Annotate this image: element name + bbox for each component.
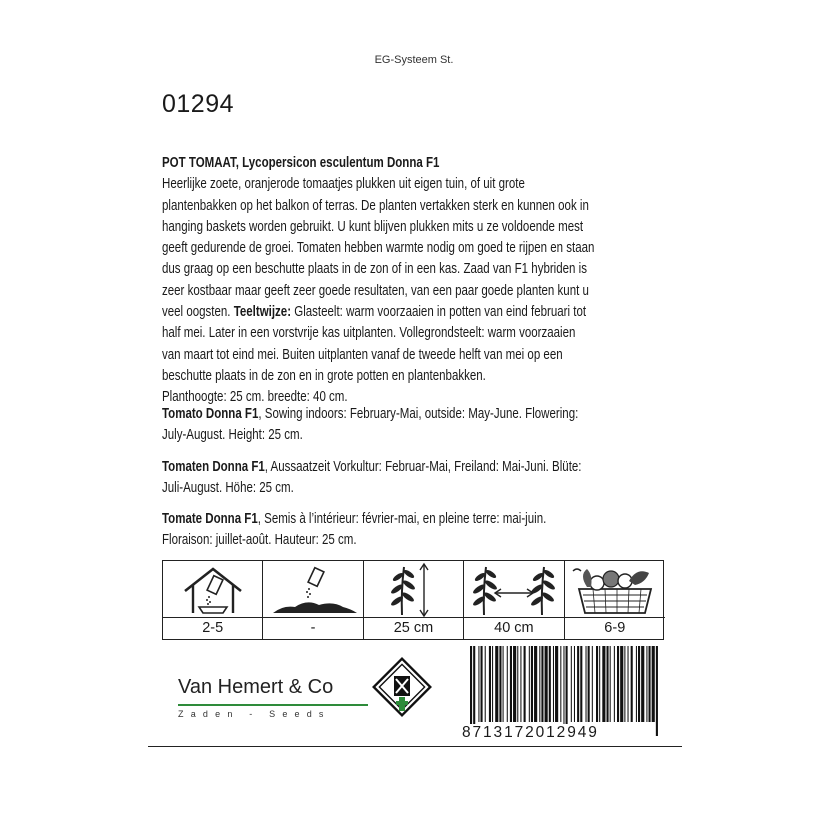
- barcode-bar: [607, 646, 609, 722]
- text-line: [162, 457, 582, 478]
- text-segment: half mei. Later in een vorstvrije kas uitplanten. Vollegrondsteelt: warm voorzaaien: [162, 325, 576, 342]
- bold-phrase: POT TOMAAT, Lycopersicon esculentum Donna F1: [162, 155, 440, 171]
- barcode-bar: [489, 646, 491, 722]
- info-value: -: [310, 620, 316, 636]
- text-line: [162, 478, 582, 499]
- brand-tagline: Zaden - Seeds: [178, 708, 331, 719]
- barcode-bar: [617, 646, 619, 722]
- text-line: [162, 404, 578, 425]
- barcode-bar: [529, 646, 530, 722]
- text-line: [162, 509, 546, 530]
- text-line: [162, 366, 594, 387]
- text-segment: July-August. Height: 25 cm.: [162, 427, 303, 444]
- harvest-basket-icon: [565, 561, 665, 617]
- text-segment: , Aussaatzeit Vorkultur: Februar-Mai, Freiland: Mai-Juni. Blüte:: [264, 459, 582, 475]
- barcode-bar: [520, 646, 521, 722]
- barcode-bar: [602, 646, 605, 722]
- barcode-bar: [539, 646, 540, 722]
- text-segment: van maart tot eind mei. Buiten uitplanten vanaf de tweede helft van mei op een: [162, 346, 563, 363]
- text-segment: plantenbakken op het balkon of terras. De planten vertakken sterk en kunnen ook in: [162, 197, 589, 214]
- barcode-bar: [588, 646, 590, 722]
- text-segment: Planthoogte: 25 cm. breedte: 40 cm.: [162, 389, 348, 406]
- barcode-bar: [614, 646, 615, 722]
- outdoor-sowing-icon: [263, 561, 363, 617]
- bold-phrase: Tomato Donna F1: [162, 406, 259, 422]
- text-line: [162, 217, 594, 238]
- text-line: [162, 323, 594, 344]
- info-cell-greenhouse-sowing: [163, 561, 263, 639]
- text-line: [162, 425, 578, 446]
- barcode-bar: [560, 646, 561, 722]
- barcode-bar: [481, 646, 483, 722]
- barcode-bar: [652, 646, 655, 722]
- text-line: [162, 281, 594, 302]
- french-description: [162, 509, 642, 552]
- barcode-bar: [566, 646, 568, 736]
- barcode-bar: [580, 646, 582, 722]
- dutch-description: [162, 153, 703, 409]
- certification-logo-icon: [371, 656, 433, 718]
- text-line: [162, 345, 594, 366]
- text-line: [162, 530, 546, 551]
- text-line: [162, 174, 594, 195]
- text-segment: , Sowing indoors: February-Mai, outside: May-June. Flowering:: [258, 406, 579, 422]
- barcode-bar: [549, 646, 551, 722]
- german-description: [162, 457, 686, 500]
- brand-underline: [178, 704, 368, 706]
- barcode-bar: [577, 646, 579, 722]
- barcode-bar: [628, 646, 629, 722]
- barcode-bar: [541, 646, 543, 722]
- barcode-bar: [641, 646, 644, 722]
- barcode-number: 8713172012949: [462, 724, 599, 741]
- text-line: [162, 302, 594, 323]
- greenhouse-sowing-icon: [163, 561, 263, 617]
- barcode-bar: [592, 646, 593, 722]
- barcode-bar: [485, 646, 486, 722]
- barcode-bar: [624, 646, 625, 722]
- bold-phrase: Tomaten Donna F1: [162, 459, 265, 475]
- barcode-bar: [555, 646, 558, 722]
- barcode-bar: [513, 646, 516, 722]
- brand-block: [178, 676, 370, 719]
- barcode-bar: [631, 646, 633, 722]
- text-segment: Floraison: juillet-août. Hauteur: 25 cm.: [162, 532, 357, 549]
- barcode-bar: [563, 646, 564, 736]
- info-value: 2-5: [202, 620, 224, 636]
- text-segment: hanging baskets worden gebruikt. U kunt blijven plukken mits u ze voldoende mest: [162, 218, 584, 235]
- text-line: [162, 259, 594, 280]
- english-description: [162, 404, 682, 447]
- barcode-bar: [524, 646, 526, 722]
- info-cell-outdoor-sowing: [263, 561, 363, 639]
- text-segment: zeer kostbaar maar geeft zeer goede resultaten, van een paar goede planten kunt u: [162, 282, 589, 299]
- text-line: [162, 238, 594, 259]
- sowing-info-table: [162, 560, 664, 640]
- barcode-bar: [574, 646, 575, 722]
- text-segment: dus graag op een beschutte plaats in de zon of in een kas. Zaad van F1 hybriden is: [162, 261, 587, 278]
- info-value: 6-9: [604, 620, 626, 636]
- barcode-bar: [571, 646, 572, 722]
- text-segment: geeft gedurende de groei. Tomaten hebben warmte nodig om goed te rijpen en staan: [162, 240, 595, 257]
- barcode-bar: [478, 646, 479, 722]
- barcode-bar: [586, 646, 587, 722]
- barcode-bar: [503, 646, 504, 722]
- bold-phrase: Teeltwijze:: [233, 304, 292, 321]
- brand-name: Van Hemert & Co: [178, 676, 334, 698]
- barcode-bar: [507, 646, 508, 722]
- barcode-bar: [473, 646, 475, 736]
- barcode-bar: [492, 646, 493, 722]
- bottom-rule: [148, 746, 682, 747]
- text-line: [162, 153, 594, 174]
- text-line: [162, 196, 594, 217]
- barcode-bar: [545, 646, 548, 722]
- barcode-bar: [553, 646, 554, 722]
- info-cell-plant-height: [364, 561, 464, 639]
- barcode-bar: [517, 646, 518, 722]
- text-segment: Glasteelt: warm voorzaaien in potten van eind februari tot: [291, 304, 587, 321]
- barcode-bar: [620, 646, 623, 722]
- barcode-bar: [636, 646, 637, 722]
- barcode-bar: [596, 646, 598, 722]
- plant-spacing-icon: [464, 561, 564, 617]
- text-segment: Juli-August. Höhe: 25 cm.: [162, 480, 294, 497]
- text-segment: beschutte plaats in de zon en in grote potten en plantenbakken.: [162, 367, 486, 384]
- info-value: 25 cm: [393, 620, 434, 636]
- barcode-bar: [534, 646, 537, 722]
- text-segment: Heerlijke zoete, oranjerode tomaatjes plukken uit eigen tuin, of uit grote: [162, 176, 525, 193]
- barcode-bar: [531, 646, 533, 722]
- info-value: 40 cm: [494, 620, 534, 636]
- barcode-bar: [495, 646, 498, 722]
- barcode-bar: [510, 646, 512, 722]
- product-code: 01294: [162, 90, 235, 118]
- barcode-bar: [599, 646, 600, 722]
- plant-height-icon: [364, 561, 464, 617]
- text-segment: veel oogsten.: [162, 304, 234, 321]
- info-cell-plant-spacing: [464, 561, 564, 639]
- barcode-bar: [470, 646, 472, 736]
- text-segment: , Semis à l’intérieur: février-mai, en pleine terre: mai-juin.: [257, 511, 547, 527]
- barcode-bar: [656, 646, 658, 736]
- seed-standard-label: EG-Systeem St.: [374, 54, 454, 66]
- barcode-bar: [649, 646, 651, 722]
- barcode-bar: [610, 646, 611, 722]
- barcode-bar: [499, 646, 501, 722]
- barcode-bar: [646, 646, 647, 722]
- barcode-bar: [638, 646, 640, 722]
- info-cell-harvest: [565, 561, 665, 639]
- bold-phrase: Tomate Donna F1: [162, 511, 258, 527]
